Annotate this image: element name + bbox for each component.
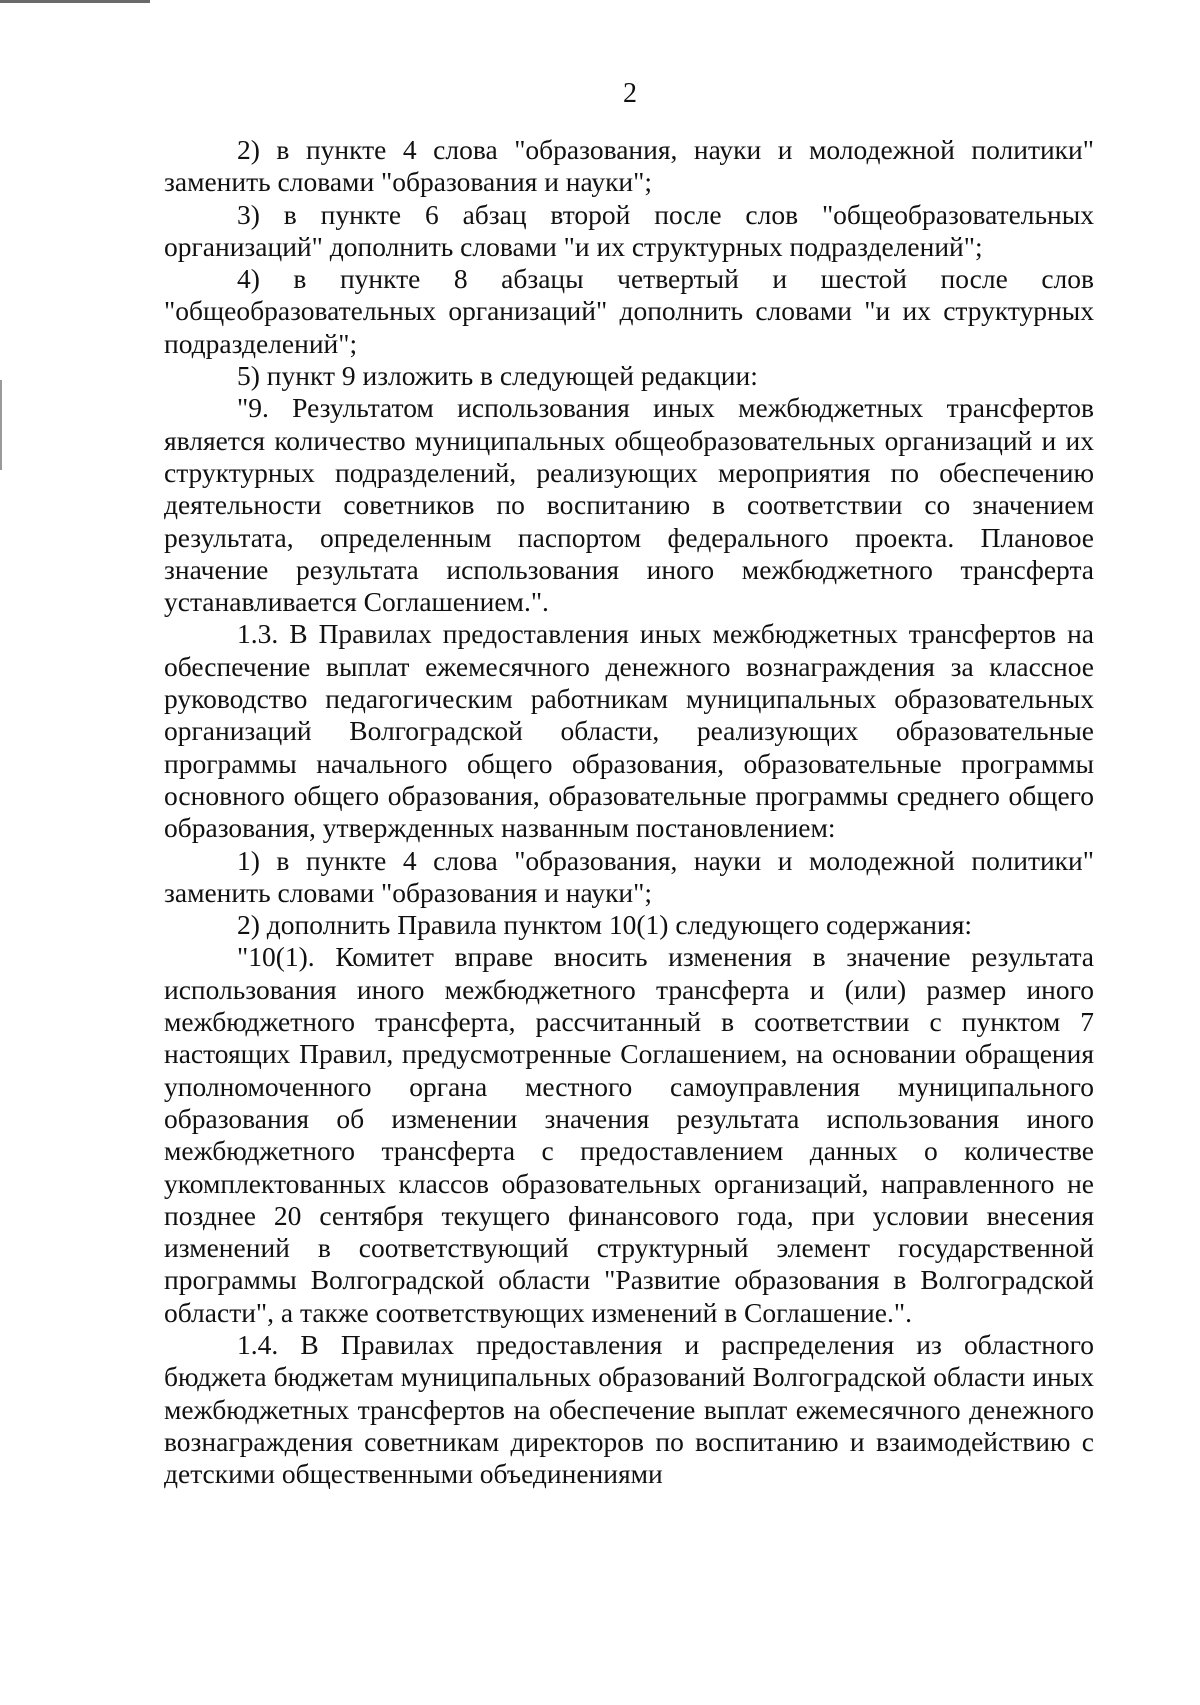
paragraph-section-1-3: 1.3. В Правилах предоставления иных межбюджетных трансфертов на обеспечение выплат ежемесячного денежного вознаграждения за классное руководство педагогическим работникам муниципальных образовательных организаций Волгоградской области, реализующих образовательные программы начального общего образования, образовательные программы основного общего образования, образовательные программы среднего общего образования, утвержденных названным постановлением:	[164, 618, 1094, 844]
paragraph-item-2-point-10-1: 2) дополнить Правила пунктом 10(1) следующего содержания:	[237, 909, 973, 941]
paragraph-item-5-point-9: 5) пункт 9 изложить в следующей редакции:	[237, 360, 758, 392]
paragraph-quote-point-10-1: "10(1). Комитет вправе вносить изменения в значение результата использования иного межбюджетного трансферта и (или) размер иного межбюджетного трансферта, рассчитанный в соответствии с пунктом 7 настоящих Правил, предусмотренные Соглашением, на основании обращения уполномоченного органа местного самоуправления муниципального образования об изменении значения результата использования иного межбюджетного трансферта с предоставлением данных о количестве укомплектованных классов образовательных организаций, направленного не позднее 20 сентября текущего финансового года, при условии внесения изменений в соответствующий структурный элемент государственной программы Волгоградской области "Развитие образования в Волгоградской области", а также соответствующих изменений в Соглашение.".	[164, 941, 1094, 1328]
page-number: 2	[623, 78, 637, 109]
paragraph-item-3-point-6: 3) в пункте 6 абзац второй после слов "общеобразовательных организаций" дополнить словами "и их структурных подразделений";	[164, 198, 1094, 262]
document-body	[164, 134, 1094, 1490]
paragraph-section-1-4: 1.4. В Правилах предоставления и распределения из областного бюджета бюджетам муниципальных образований Волгоградской области иных межбюджетных трансфертов на обеспечение выплат ежемесячного денежного вознаграждения советникам директоров по воспитанию и взаимодействию с детскими общественными объединениями	[164, 1328, 1094, 1490]
paragraph-item-4-point-8: 4) в пункте 8 абзацы четвертый и шестой после слов "общеобразовательных организаций" дополнить словами "и их структурных подразделений";	[164, 263, 1094, 359]
paragraph-item-1-point-4: 1) в пункте 4 слова "образования, науки и молодежной политики" заменить словами "образования и науки";	[164, 844, 1094, 908]
scan-edge-mark	[0, 0, 150, 3]
paragraph-item-2-point-4: 2) в пункте 4 слова "образования, науки и молодежной политики" заменить словами "образования и науки";	[164, 134, 1094, 198]
scan-edge-mark	[0, 380, 2, 470]
paragraph-quote-point-9: "9. Результатом использования иных межбюджетных трансфертов является количество муниципальных общеобразовательных организаций и их структурных подразделений, реализующих мероприятия по обеспечению деятельности советников по воспитанию в соответствии со значением результата, определенным паспортом федерального проекта. Плановое значение результата использования иного межбюджетного трансферта устанавливается Соглашением.".	[164, 392, 1094, 618]
